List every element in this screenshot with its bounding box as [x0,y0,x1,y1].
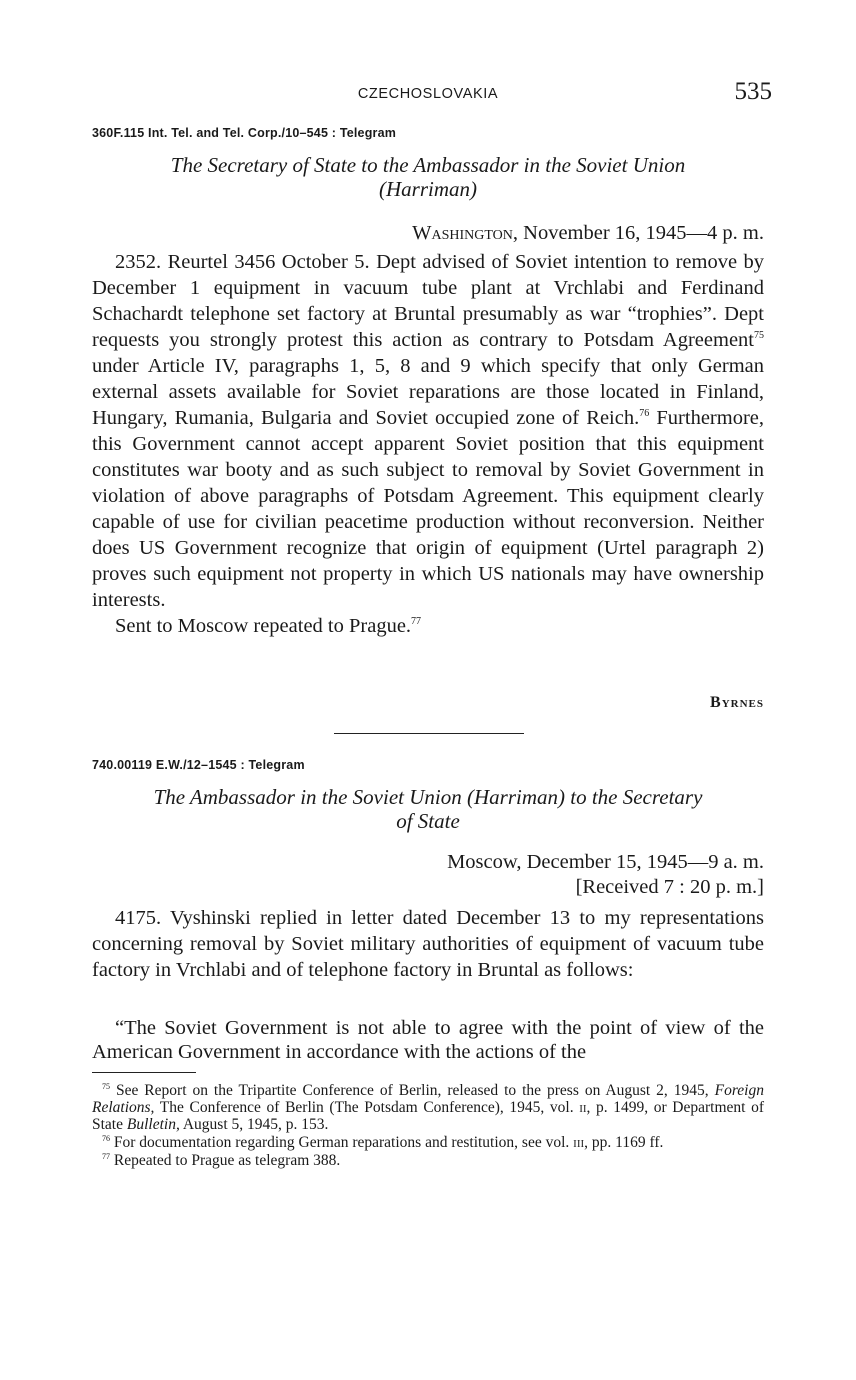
file-reference: 360F.115 Int. Tel. and Tel. Corp./10–545 : Telegram [92,126,397,140]
running-head [92,78,772,106]
dateline [447,850,764,900]
dateline-date: , November 16, 1945—4 p. m. [512,222,764,244]
page-number: 535 [734,78,772,105]
dateline-place: Washington [412,222,513,244]
text-run: Furthermore, this Government cannot accept apparent Soviet position that this equipment constitutes war booty and as such subject to removal by Soviet Government in violation of above paragraphs of Potsdam Agreement. This equipment clearly capable of use for civilian peacetime production without reconversion. Neither does US Government recognize that origin of equipment (Urtel paragraph 2) proves such equipment not property in which US nationals may have ownership interests. [92,407,764,611]
text-run: , pp. 1169 ff. [584,1134,664,1151]
paragraph: 4175. Vyshinski replied in letter dated December 13 to my representations concerning removal by Soviet military authorities of equipment of vacuum tube factory in Vrchlabi and of telephone factory in Bruntal as follows: [92,907,764,981]
text-run: Repeated to Prague as telegram 388. [110,1152,341,1169]
footnote-ref: 75 [754,330,764,342]
text-run: ii [579,1099,587,1116]
telegram-body [92,249,764,639]
dateline [412,221,764,246]
title-line: (Harriman) [379,177,477,201]
quotation [92,1016,764,1064]
text-run: For documentation regarding German reparations and restitution, see vol. [110,1134,574,1151]
title-line: of State [396,809,460,833]
text-run: 2352. Reurtel 3456 October 5. Dept advised of Soviet intention to remove by December 1 equipment in vacuum tube plant at Vrchlabi and Ferdinand Schachardt telephone set factory at Bruntal presumably as war “trophies”. Dept requests you strongly protest this action as contrary to Potsdam Agreement [92,251,764,351]
text-run: , p. 1499, or Department of State [92,1099,764,1133]
text-run: under Article IV, paragraphs 1, 5, 8 and 9 which specify that only German external assets available for Soviet reparations are those located in Finland, Hungary, Rumania, Bulgaria and Soviet occupied zone of Reich. [92,355,764,429]
section-divider [334,733,524,734]
signature: Byrnes [710,694,764,711]
paragraph [92,249,764,613]
text-run: Bulletin, [126,1116,180,1133]
footnote [92,1152,764,1169]
footnote-mark: 75 [102,1081,110,1091]
text-run: iii [573,1134,585,1151]
file-reference: 740.00119 E.W./12–1545 : Telegram [92,758,305,772]
text-run: Foreign Relations, [92,1082,764,1116]
footnote-mark: 76 [102,1133,110,1143]
text-run: The Conference of Berlin (The Potsdam Conference), 1945, vol. [154,1099,580,1116]
dateline-date: Moscow, December 15, 1945—9 a. m. [447,851,764,873]
document-title [92,153,764,201]
running-title: CZECHOSLOVAKIA [357,86,499,102]
footnote-divider [92,1072,196,1073]
received-note: [Received 7 : 20 p. m.] [575,876,764,898]
footnote [92,1082,764,1133]
text-run: Sent to Moscow repeated to Prague. [115,615,412,637]
text-run: August 5, 1945, p. 153. [179,1116,329,1133]
quoted-paragraph: “The Soviet Government is not able to agree with the point of view of the American Government in accordance with the actions of the [92,1017,764,1063]
footnotes [92,1082,764,1170]
text-run: See Report on the Tripartite Conference of Berlin, released to the press on August 2, 1945, [110,1082,715,1099]
title-line: The Ambassador in the Soviet Union (Harriman) to the Secretary [153,785,703,809]
footnote-ref: 76 [639,408,650,420]
footnote-mark: 77 [102,1151,110,1161]
paragraph [92,613,764,639]
title-line: The Secretary of State to the Ambassador in the Soviet Union [170,153,686,177]
footnote [92,1134,764,1151]
footnote-ref: 77 [411,616,422,628]
document-title [92,785,764,833]
telegram-body [92,905,764,983]
